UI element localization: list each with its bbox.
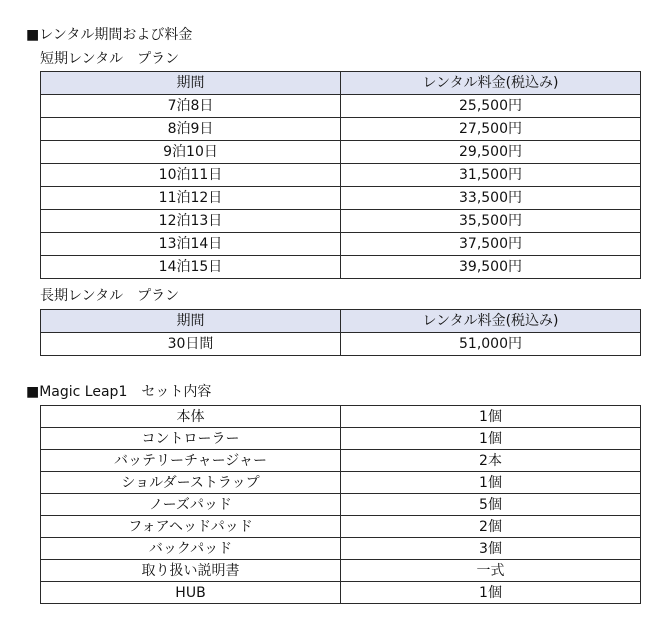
item-name-cell: フォアヘッドパッド — [41, 516, 341, 538]
period-cell: 12泊13日 — [41, 210, 341, 233]
table-row — [41, 256, 641, 279]
item-qty-cell: 2個 — [341, 516, 641, 538]
table-row — [41, 450, 641, 472]
item-qty-cell: 1個 — [341, 406, 641, 428]
table-row — [41, 428, 641, 450]
period-cell: 10泊11日 — [41, 164, 341, 187]
item-name-cell: ショルダーストラップ — [41, 472, 341, 494]
set-contents-table — [40, 405, 641, 604]
header-period: 期間 — [41, 310, 341, 333]
table-row — [41, 516, 641, 538]
table-header-row — [41, 72, 641, 95]
price-cell: 39,500円 — [341, 256, 641, 279]
item-qty-cell: 1個 — [341, 472, 641, 494]
item-qty-cell: 3個 — [341, 538, 641, 560]
period-cell: 8泊9日 — [41, 118, 341, 141]
table-row — [41, 472, 641, 494]
header-price: レンタル料金(税込み) — [341, 72, 641, 95]
price-cell: 51,000円 — [341, 333, 641, 356]
header-period: 期間 — [41, 72, 341, 95]
period-cell: 9泊10日 — [41, 141, 341, 164]
table-row — [41, 233, 641, 256]
table-row — [41, 333, 641, 356]
table-row — [41, 406, 641, 428]
long-term-price-table — [40, 309, 641, 356]
price-cell: 33,500円 — [341, 187, 641, 210]
item-qty-cell: 2本 — [341, 450, 641, 472]
item-qty-cell: 一式 — [341, 560, 641, 582]
short-term-plan-label: 短期レンタル プラン — [40, 51, 180, 67]
table-row — [41, 164, 641, 187]
item-name-cell: バックパッド — [41, 538, 341, 560]
item-name-cell: 取り扱い説明書 — [41, 560, 341, 582]
table-row — [41, 582, 641, 604]
table-row — [41, 560, 641, 582]
table-header-row — [41, 310, 641, 333]
item-name-cell: バッテリーチャージャー — [41, 450, 341, 472]
table-row — [41, 118, 641, 141]
period-cell: 30日間 — [41, 333, 341, 356]
short-term-price-table — [40, 71, 641, 279]
price-cell: 27,500円 — [341, 118, 641, 141]
price-cell: 35,500円 — [341, 210, 641, 233]
price-cell: 37,500円 — [341, 233, 641, 256]
period-cell: 11泊12日 — [41, 187, 341, 210]
header-price: レンタル料金(税込み) — [341, 310, 641, 333]
item-qty-cell: 1個 — [341, 582, 641, 604]
item-name-cell: ノーズパッド — [41, 494, 341, 516]
table-row — [41, 494, 641, 516]
item-name-cell: コントローラー — [41, 428, 341, 450]
section-heading-rental: ■レンタル期間および料金 — [26, 27, 193, 43]
price-cell: 31,500円 — [341, 164, 641, 187]
price-cell: 29,500円 — [341, 141, 641, 164]
item-qty-cell: 1個 — [341, 428, 641, 450]
table-row — [41, 141, 641, 164]
section-heading-set-contents: ■Magic Leap1 セット内容 — [26, 384, 212, 400]
item-name-cell: HUB — [41, 582, 341, 604]
table-row — [41, 538, 641, 560]
period-cell: 14泊15日 — [41, 256, 341, 279]
price-cell: 25,500円 — [341, 95, 641, 118]
item-qty-cell: 5個 — [341, 494, 641, 516]
period-cell: 13泊14日 — [41, 233, 341, 256]
period-cell: 7泊8日 — [41, 95, 341, 118]
table-row — [41, 95, 641, 118]
long-term-plan-label: 長期レンタル プラン — [40, 288, 180, 304]
table-row — [41, 187, 641, 210]
item-name-cell: 本体 — [41, 406, 341, 428]
table-row — [41, 210, 641, 233]
